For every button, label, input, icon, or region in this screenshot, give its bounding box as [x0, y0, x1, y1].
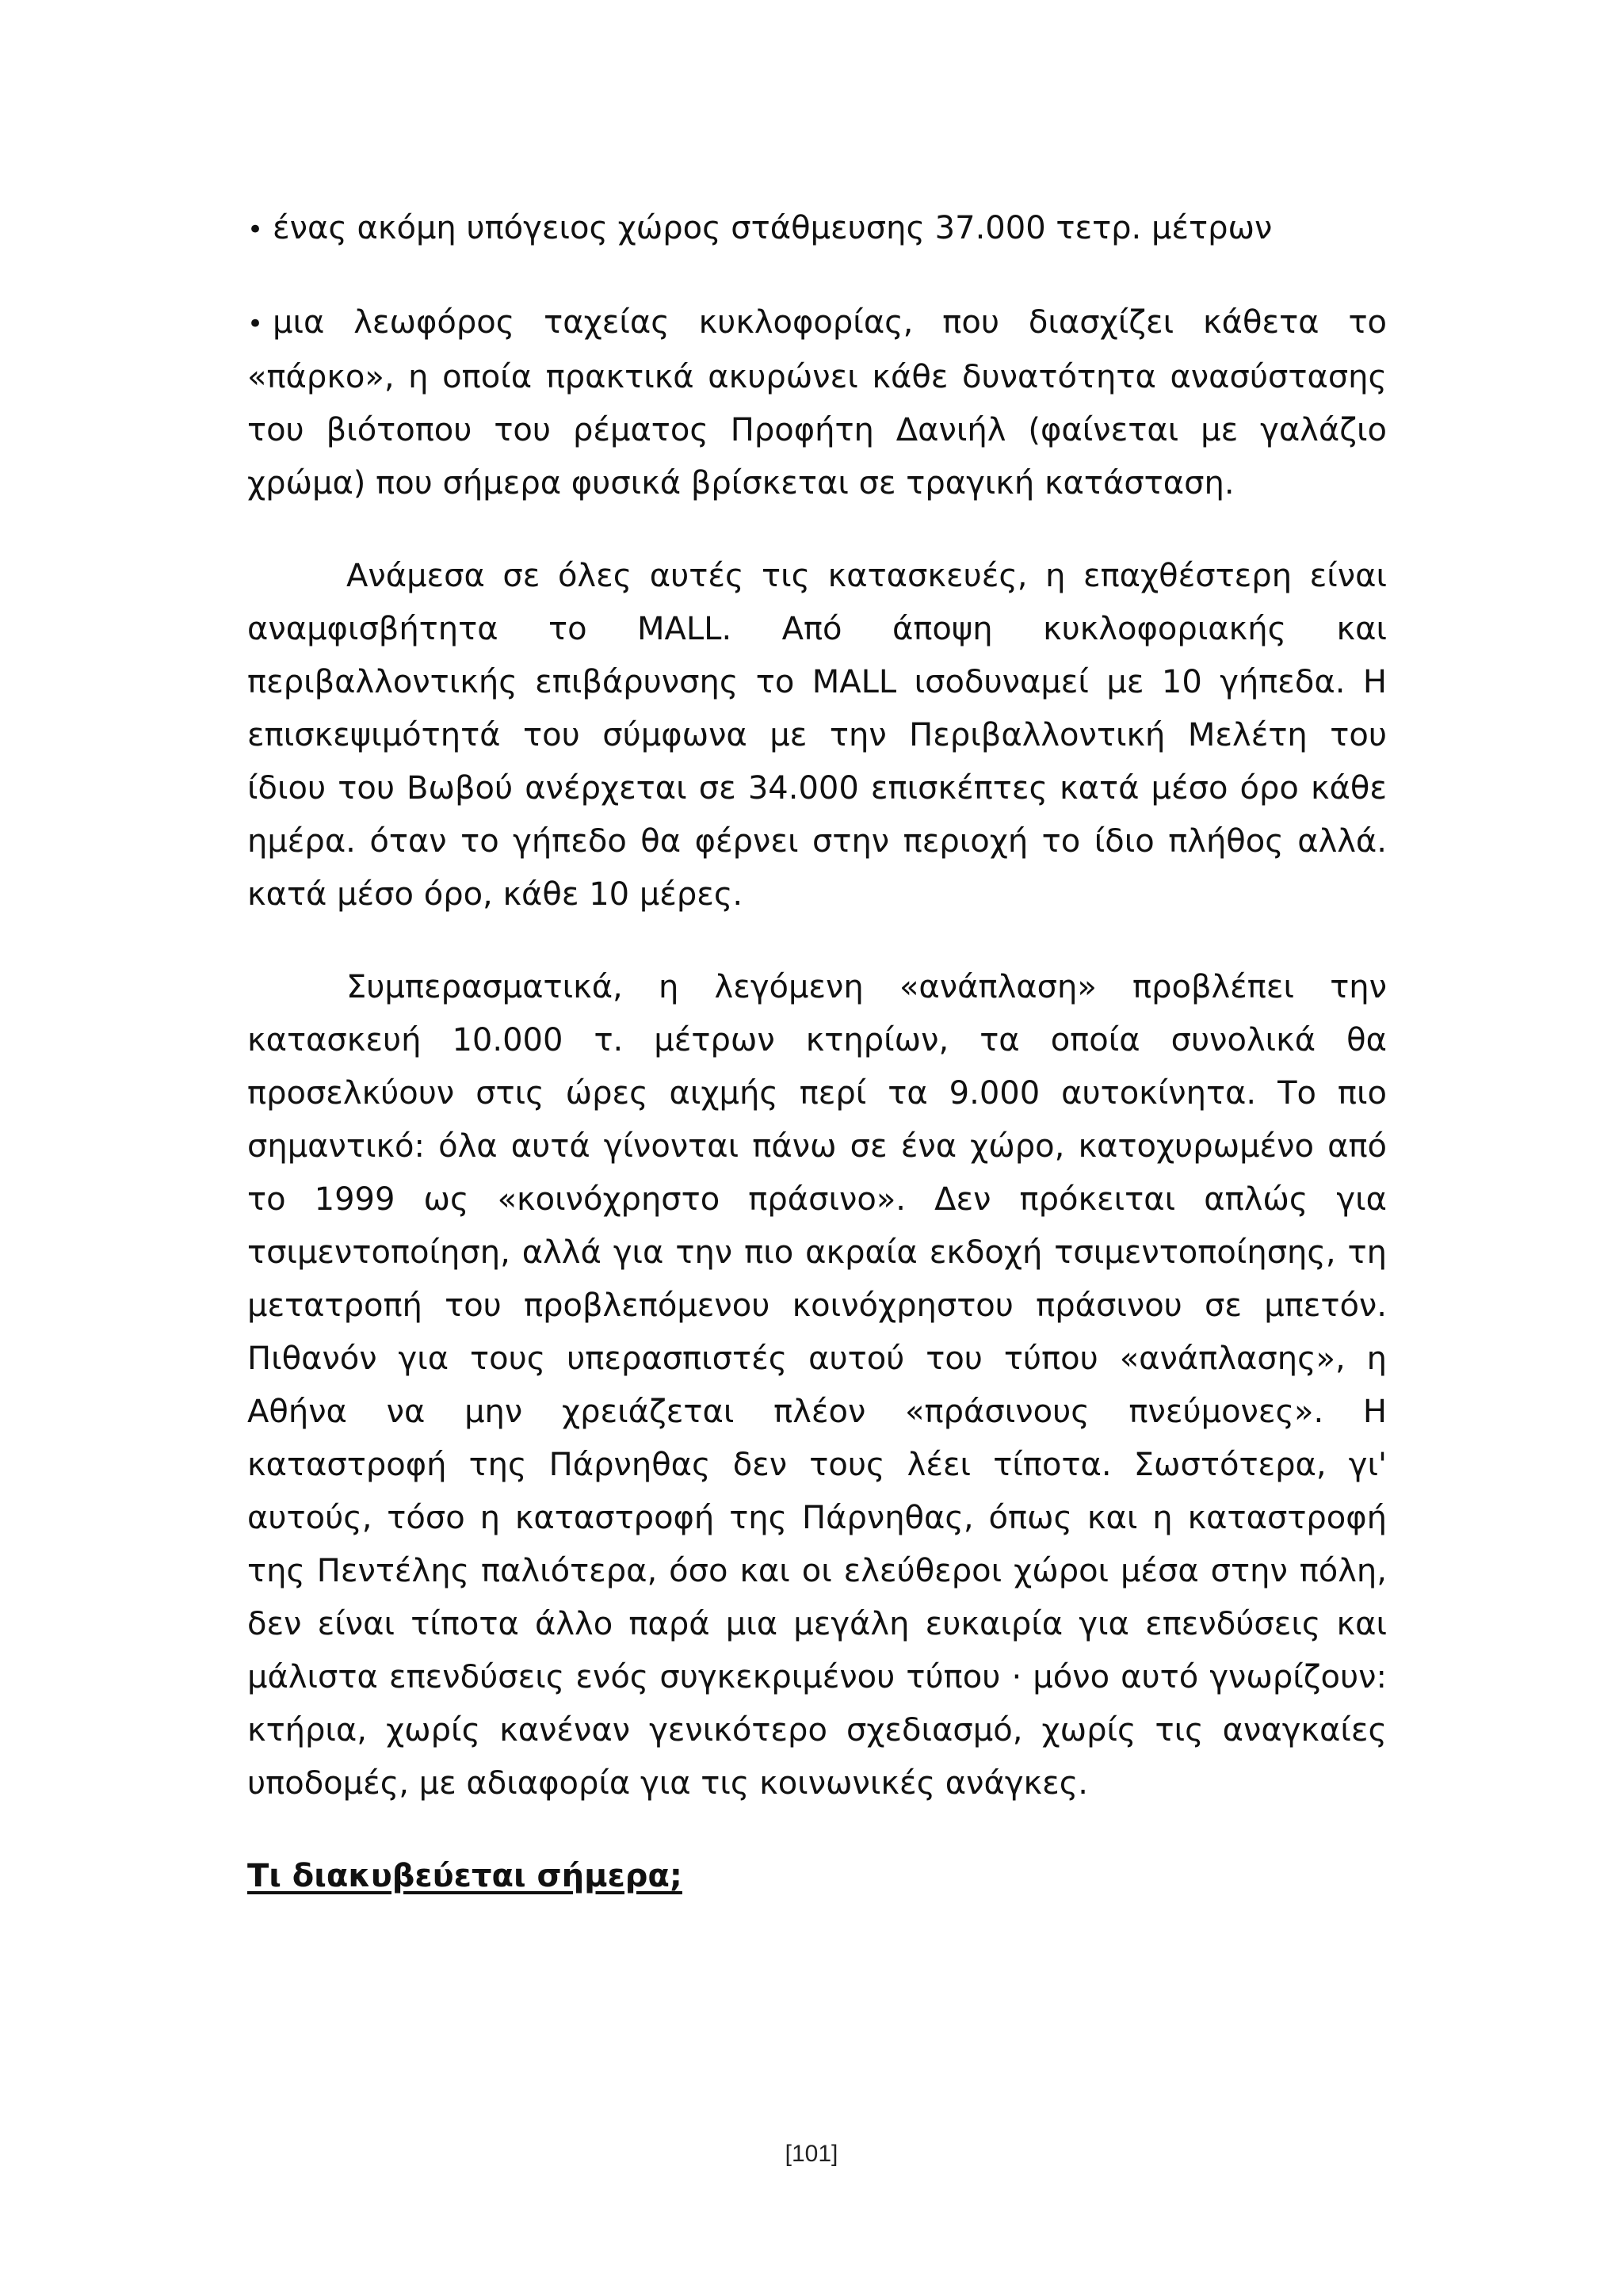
- bullet-mark: •: [247, 308, 264, 340]
- paragraph-mall: Ανάμεσα σε όλες αυτές τις κατασκευές, η επαχθέστερη είναι αναμφισβήτητα το MALL. Από άποψη κυκλοφοριακής και περιβαλλοντικής επιβάρυνσης το MALL ισοδυναμεί με 10 γήπεδα. Η επισκεψιμότητά του σύμφωνα με την Περιβαλλοντική Μελέτη του ίδιου του Βωβού ανέρχεται σε 34.000 επισκέπτες κατά μέσο όρο κάθε ημέρα. όταν το γήπεδο θα φέρνει στην περιοχή το ίδιο πλήθος αλλά. κατά μέσο όρο, κάθε 10 μέρες.: [247, 558, 1387, 913]
- bullet-text: μια λεωφόρος ταχείας κυκλοφορίας, που διασχίζει κάθετα το «πάρκο», η οποία πρακτικά ακυρώνει κάθε δυνατότητα ανασύστασης του βιότοπου του ρέματος Προφήτη Δανιήλ (φαίνεται με γαλάζιο χρώμα) που σήμερα φυσικά βρίσκεται σε τραγική κατάσταση.: [247, 304, 1387, 502]
- paragraph-conclusion: Συμπερασματικά, η λεγόμενη «ανάπλαση» προβλέπει την κατασκευή 10.000 τ. μέτρων κτηρίων, τα οποία συνολικά θα προσελκύουν στις ώρες αιχμής περί τα 9.000 αυτοκίνητα. Το πιο σημαντικό: όλα αυτά γίνονται πάνω σε ένα χώρο, κατοχυρωμένο από το 1999 ως «κοινόχρηστο πράσινο». Δεν πρόκειται απλώς για τσιμεντοποίηση, αλλά για την πιο ακραία εκδοχή τσιμεντοποίησης, τη μετατροπή του προβλεπόμενου κοινόχρηστου πράσινου σε μπετόν. Πιθανόν για τους υπερασπιστές αυτού του τύπου «ανάπλασης», η Αθήνα να μην χρειάζεται πλέον «πράσινους πνεύμονες». Η καταστροφή της Πάρνηθας δεν τους λέει τίποτα. Σωστότερα, γι' αυτούς, τόσο η καταστροφή της Πάρνηθας, όπως και η καταστροφή της Πεντέλης παλιότερα, όσο και οι ελεύθεροι χώροι μέσα στην πόλη, δεν είναι τίποτα άλλο παρά μια μεγάλη ευκαιρία για επενδύσεις και μάλιστα επενδύσεις ενός συγκεκριμένου τύπου · μόνο αυτό γνωρίζουν: κτήρια, χωρίς κανέναν γενικότερο σχεδιασμό, χωρίς τις αναγκαίες υποδομές, με αδιαφορία για τις κοινωνικές ανάγκες.: [247, 969, 1387, 1802]
- bullet-mark: •: [247, 214, 264, 246]
- bullet-item-parking: [247, 202, 1387, 257]
- section-heading: Τι διακυβεύεται σήμερα;: [247, 1858, 682, 1894]
- bullet-text: ένας ακόμη υπόγειος χώρος στάθμευσης 37.000 τετρ. μέτρων: [273, 210, 1273, 246]
- page-number: [101]: [785, 2141, 838, 2167]
- bullet-item-avenue: [247, 296, 1387, 510]
- document-body: [247, 202, 1387, 1903]
